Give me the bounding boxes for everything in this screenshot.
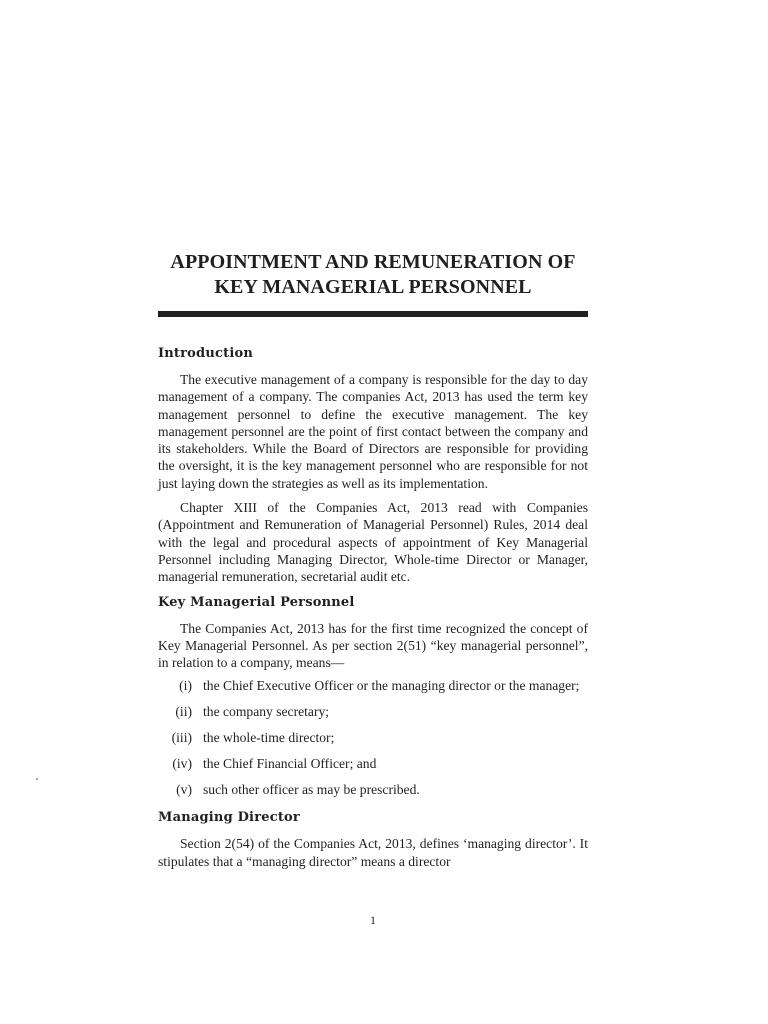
chapter-title-line-1: APPOINTMENT AND REMUNERATION OF [170, 251, 576, 273]
title-rule [158, 311, 588, 317]
list-item-text: the whole-time director; [203, 730, 335, 746]
md-paragraph-1: Section 2(54) of the Companies Act, 2013, defines ‘managing director’. It stipulates that a “managing director” means a director [158, 836, 588, 869]
list-item [158, 730, 588, 747]
list-item-text: such other officer as may be prescribed. [203, 782, 420, 798]
kmp-list [158, 678, 588, 799]
list-item-number: (v) [176, 782, 192, 798]
list-item-text: the Chief Executive Officer or the managing director or the manager; [203, 678, 580, 694]
kmp-paragraph-1: The Companies Act, 2013 has for the first time recognized the concept of Key Managerial Personnel. As per section 2(51) “key managerial personnel”, in relation to a company, means— [158, 620, 588, 671]
list-item-number: (iii) [171, 730, 192, 746]
list-item [158, 782, 588, 799]
heading-key-managerial-personnel: Key Managerial Personnel [158, 594, 355, 610]
heading-managing-director: Managing Director [158, 810, 300, 826]
chapter-title [158, 250, 588, 300]
list-item-number: (ii) [175, 704, 192, 720]
list-item-number: (i) [179, 678, 192, 694]
list-item [158, 678, 588, 695]
page-number: 1 [370, 913, 376, 927]
list-item-text: the Chief Financial Officer; and [203, 756, 377, 772]
intro-paragraph-2: Chapter XIII of the Companies Act, 2013 read with Companies (Appointment and Remuneration of Managerial Personnel) Rules, 2014 deal with the legal and procedural aspects of appointment of Key Managerial Personnel including Managing Director, Whole-time Director or Manager, managerial remuneration, secretarial audit etc. [158, 500, 588, 585]
list-item-text: the company secretary; [203, 704, 330, 720]
heading-introduction: Introduction [158, 346, 253, 361]
list-item-number: (iv) [172, 756, 192, 772]
list-item [158, 756, 588, 773]
chapter-body [158, 344, 588, 870]
chapter-title-line-2: KEY MANAGERIAL PERSONNEL [214, 276, 532, 298]
scan-speck [36, 778, 38, 780]
list-item [158, 704, 588, 721]
intro-paragraph-1: The executive management of a company is responsible for the day to day management of a company. The companies Act, 2013 has used the term key management personnel to define the executive management. The key management personnel are the point of first contact between the company and its stakeholders. While the Board of Directors are responsible for providing the oversight, it is the key management personnel who are responsible for not just laying down the strategies as well as its implementation. [158, 372, 588, 491]
